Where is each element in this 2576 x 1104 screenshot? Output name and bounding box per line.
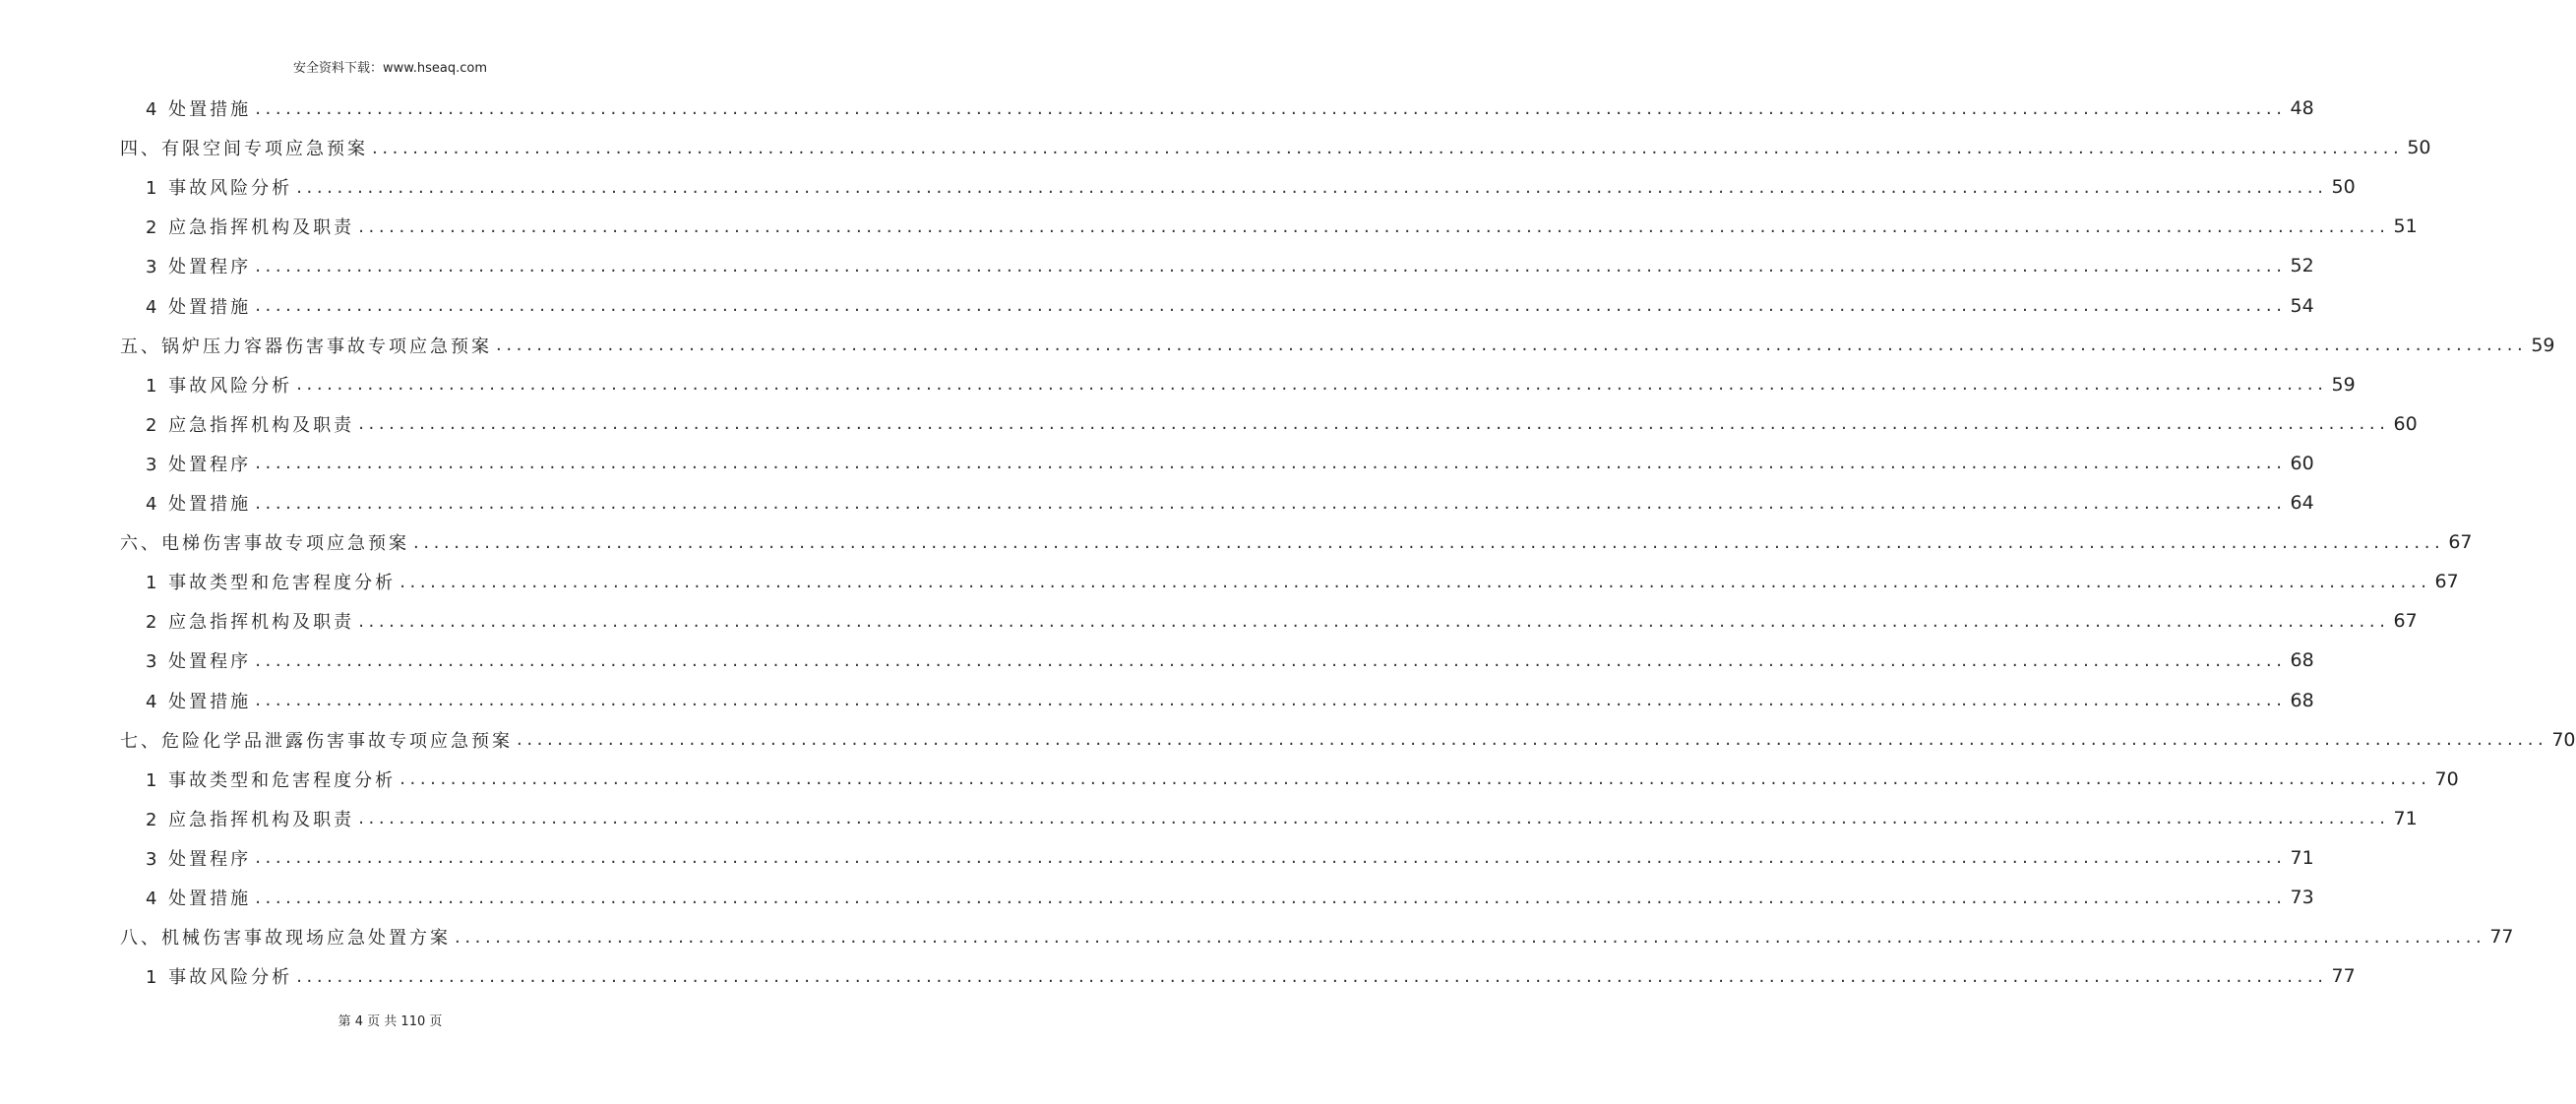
page-header: 安全资料下载：www.hseaq.com bbox=[293, 61, 487, 76]
toc-entry-label: 3 处置程序 bbox=[146, 454, 252, 475]
toc-entry-label: 1 事故类型和危害程度分析 bbox=[146, 769, 397, 791]
toc-entry[interactable] bbox=[146, 89, 2314, 128]
toc-entry-label: 2 应急指挥机构及职责 bbox=[146, 612, 355, 634]
toc-leader-dots: ........................................................................................................................................................................................................ bbox=[296, 176, 2328, 198]
toc-leader-dots: ........................................................................................................................................................................................................ bbox=[255, 847, 2287, 869]
toc-entry[interactable] bbox=[146, 838, 2314, 878]
toc-entry[interactable] bbox=[146, 601, 2418, 641]
toc-entry-label: 3 处置程序 bbox=[146, 848, 252, 870]
toc-entry[interactable] bbox=[146, 799, 2418, 838]
toc-entry-page-number: 68 bbox=[2290, 649, 2314, 672]
toc-leader-dots: ........................................................................................................................................................................................................ bbox=[255, 97, 2287, 119]
toc-entry-page-number: 60 bbox=[2393, 412, 2418, 435]
toc-entry-page-number: 71 bbox=[2290, 846, 2314, 869]
toc-leader-dots: ........................................................................................................................................................................................................ bbox=[358, 215, 2390, 237]
toc-entry[interactable] bbox=[120, 326, 2555, 365]
toc-leader-dots: ........................................................................................................................................................................................................ bbox=[296, 374, 2328, 396]
toc-entry[interactable] bbox=[120, 128, 2431, 167]
toc-entry-page-number: 59 bbox=[2531, 334, 2555, 356]
toc-entry-label: 五、锅炉压力容器伤害事故专项应急预案 bbox=[120, 336, 492, 357]
toc-entry-label: 1 事故风险分析 bbox=[146, 967, 293, 989]
toc-entry[interactable] bbox=[146, 956, 2356, 996]
toc-entry-page-number: 51 bbox=[2393, 215, 2418, 238]
toc-entry[interactable] bbox=[146, 562, 2459, 601]
page-footer: 第 4 页 共 110 页 bbox=[337, 1014, 443, 1029]
toc-leader-dots: ........................................................................................................................................................................................................ bbox=[455, 926, 2486, 948]
toc-entry[interactable] bbox=[120, 917, 2514, 956]
toc-entry-page-number: 50 bbox=[2407, 137, 2431, 159]
toc-entry-label: 3 处置程序 bbox=[146, 651, 252, 673]
toc-entry-label: 2 应急指挥机构及职责 bbox=[146, 809, 355, 830]
toc-entry-page-number: 52 bbox=[2290, 255, 2314, 277]
toc-entry-label: 1 事故类型和危害程度分析 bbox=[146, 573, 397, 594]
toc-leader-dots: ........................................................................................................................................................................................................ bbox=[399, 768, 2431, 790]
toc-entry-label: 4 处置措施 bbox=[146, 99, 252, 120]
toc-entry-label: 1 事故风险分析 bbox=[146, 178, 293, 200]
toc-entry-label: 4 处置措施 bbox=[146, 691, 252, 712]
toc-entry[interactable] bbox=[146, 483, 2314, 522]
toc-entry-page-number: 60 bbox=[2290, 452, 2314, 474]
toc-entry-page-number: 50 bbox=[2331, 176, 2356, 199]
toc-entry-label: 2 应急指挥机构及职责 bbox=[146, 414, 355, 436]
toc-entry-page-number: 54 bbox=[2290, 294, 2314, 317]
toc-entry[interactable] bbox=[146, 444, 2314, 483]
toc-entry-label: 4 处置措施 bbox=[146, 889, 252, 909]
toc-entry-label: 4 处置措施 bbox=[146, 494, 252, 515]
toc-entry-page-number: 77 bbox=[2489, 926, 2514, 949]
toc-entry[interactable] bbox=[146, 207, 2418, 246]
toc-entry-label: 四、有限空间专项应急预案 bbox=[120, 139, 368, 160]
toc-entry[interactable] bbox=[146, 286, 2314, 326]
toc-entry-label: 1 事故风险分析 bbox=[146, 375, 293, 397]
toc-entry-label: 2 应急指挥机构及职责 bbox=[146, 217, 355, 239]
toc-leader-dots: ........................................................................................................................................................................................................ bbox=[372, 137, 2404, 158]
toc-entry-page-number: 68 bbox=[2290, 689, 2314, 711]
toc-entry-page-number: 67 bbox=[2448, 531, 2473, 554]
toc-leader-dots: ........................................................................................................................................................................................................ bbox=[255, 255, 2287, 276]
toc-leader-dots: ........................................................................................................................................................................................................ bbox=[496, 335, 2528, 356]
toc-leader-dots: ........................................................................................................................................................................................................ bbox=[358, 610, 2390, 632]
toc-entry-label: 3 处置程序 bbox=[146, 257, 252, 278]
toc-leader-dots: ........................................................................................................................................................................................................ bbox=[358, 413, 2390, 435]
toc-entry-page-number: 71 bbox=[2393, 807, 2418, 829]
toc-leader-dots: ........................................................................................................................................................................................................ bbox=[255, 295, 2287, 316]
toc-entry-page-number: 70 bbox=[2434, 767, 2459, 790]
toc-entry-page-number: 70 bbox=[2551, 728, 2576, 751]
toc-leader-dots: ........................................................................................................................................................................................................ bbox=[358, 808, 2390, 829]
toc-entry[interactable] bbox=[146, 681, 2314, 720]
toc-entry-page-number: 48 bbox=[2290, 97, 2314, 119]
toc-entry-page-number: 67 bbox=[2393, 610, 2418, 633]
toc-entry-label: 4 处置措施 bbox=[146, 296, 252, 318]
toc-leader-dots: ........................................................................................................................................................................................................ bbox=[255, 690, 2287, 710]
toc-entry-page-number: 59 bbox=[2331, 373, 2356, 396]
toc-entry-label: 六、电梯伤害事故专项应急预案 bbox=[120, 533, 409, 555]
toc-entry[interactable] bbox=[120, 720, 2576, 760]
toc-entry-page-number: 73 bbox=[2290, 887, 2314, 908]
toc-entry-page-number: 67 bbox=[2434, 571, 2459, 593]
toc-leader-dots: ........................................................................................................................................................................................................ bbox=[517, 729, 2548, 751]
toc-entry[interactable] bbox=[146, 246, 2314, 285]
toc-leader-dots: ........................................................................................................................................................................................................ bbox=[413, 531, 2445, 553]
toc-leader-dots: ........................................................................................................................................................................................................ bbox=[255, 453, 2287, 474]
toc-entry-label: 七、危险化学品泄露伤害事故专项应急预案 bbox=[120, 730, 513, 752]
toc-entry[interactable] bbox=[146, 365, 2356, 404]
toc-entry[interactable] bbox=[146, 404, 2418, 444]
toc-entry-label: 八、机械伤害事故现场应急处置方案 bbox=[120, 928, 451, 950]
toc-entry[interactable] bbox=[120, 522, 2473, 562]
toc-leader-dots: ........................................................................................................................................................................................................ bbox=[255, 492, 2287, 514]
toc-entry[interactable] bbox=[146, 878, 2314, 917]
toc-leader-dots: ........................................................................................................................................................................................................ bbox=[296, 965, 2328, 987]
toc-entry[interactable] bbox=[146, 167, 2356, 207]
toc-entry-page-number: 64 bbox=[2290, 492, 2314, 514]
toc-leader-dots: ........................................................................................................................................................................................................ bbox=[255, 649, 2287, 671]
toc-leader-dots: ........................................................................................................................................................................................................ bbox=[399, 571, 2431, 592]
toc-entry[interactable] bbox=[146, 641, 2314, 680]
toc-leader-dots: ........................................................................................................................................................................................................ bbox=[255, 887, 2287, 908]
toc-entry[interactable] bbox=[146, 760, 2459, 799]
toc-entry-page-number: 77 bbox=[2331, 965, 2356, 988]
